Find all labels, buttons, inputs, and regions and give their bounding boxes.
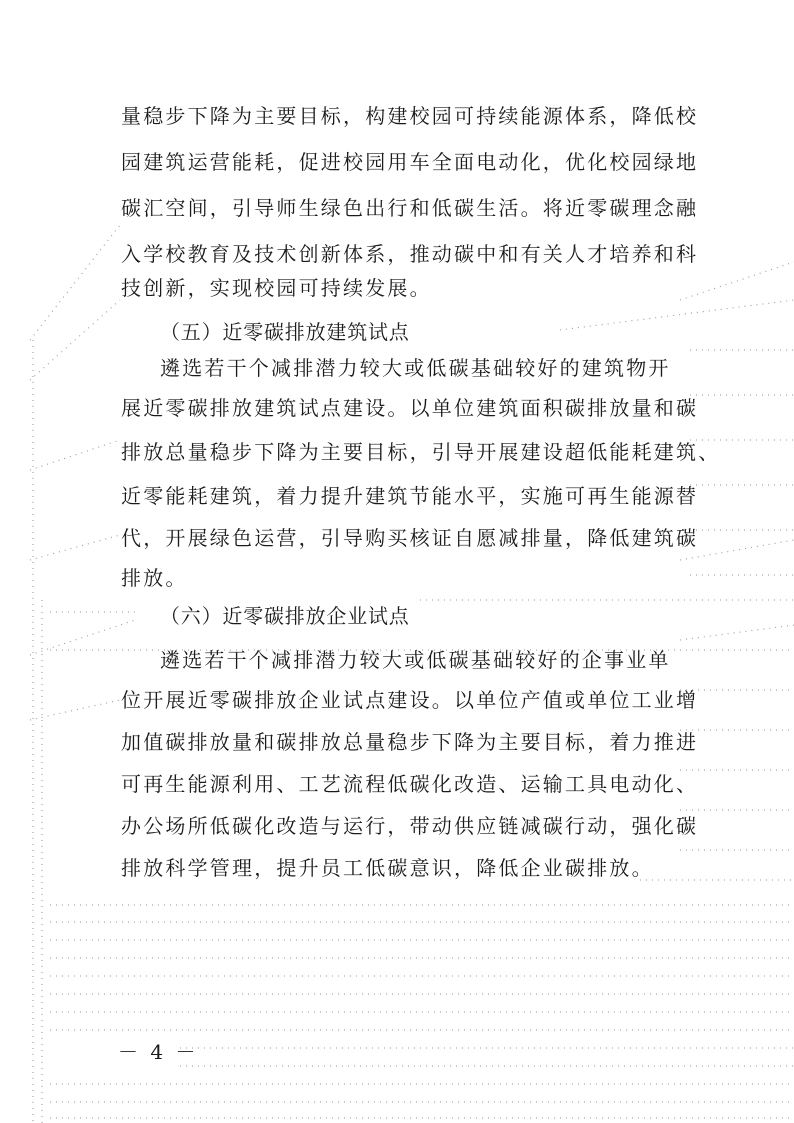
body-line-13: 位开展近零碳排放企业试点建设。以单位产值或单位工业增 bbox=[121, 688, 699, 712]
body-line-17: 排放科学管理，提升员工低碳意识，降低企业碳排放。 bbox=[121, 856, 654, 880]
body-line-3: 碳汇空间，引导师生绿色出行和低碳生活。将近零碳理念融 bbox=[121, 196, 699, 220]
page-number: － 4 － bbox=[118, 1040, 199, 1064]
body-line-9: 近零能耗建筑，着力提升建筑节能水平，实施可再生能源替 bbox=[121, 484, 699, 508]
body-line-5: 技创新，实现校园可持续发展。 bbox=[121, 276, 432, 300]
body-line-7: 展近零碳排放建筑试点建设。以单位建筑面积碳排放量和碳 bbox=[121, 396, 699, 420]
body-line-8: 排放总量稳步下降为主要目标，引导开展建设超低能耗建筑、 bbox=[121, 440, 721, 464]
body-line-16: 办公场所低碳化改造与运行，带动供应链减碳行动，强化碳 bbox=[121, 814, 699, 838]
body-line-1: 量稳步下降为主要目标，构建校园可持续能源体系，降低校 bbox=[121, 104, 699, 128]
body-line-6: 遴选若干个减排潜力较大或低碳基础较好的建筑物开 bbox=[160, 356, 671, 380]
body-line-10: 代，开展绿色运营，引导购买核证自愿减排量，降低建筑碳 bbox=[121, 526, 699, 550]
section-heading-5: （五）近零碳排放建筑试点 bbox=[160, 320, 410, 344]
section-heading-6: （六）近零碳排放企业试点 bbox=[160, 604, 410, 628]
body-line-11: 排放。 bbox=[121, 566, 188, 590]
body-line-12: 遴选若干个减排潜力较大或低碳基础较好的企事业单 bbox=[160, 648, 671, 672]
body-line-15: 可再生能源利用、工艺流程低碳化改造、运输工具电动化、 bbox=[121, 772, 699, 796]
body-line-2: 园建筑运营能耗，促进校园用车全面电动化，优化校园绿地 bbox=[121, 150, 699, 174]
body-line-4: 入学校教育及技术创新体系，推动碳中和有关人才培养和科 bbox=[121, 242, 699, 266]
body-line-14: 加值碳排放量和碳排放总量稳步下降为主要目标，着力推进 bbox=[121, 730, 699, 754]
